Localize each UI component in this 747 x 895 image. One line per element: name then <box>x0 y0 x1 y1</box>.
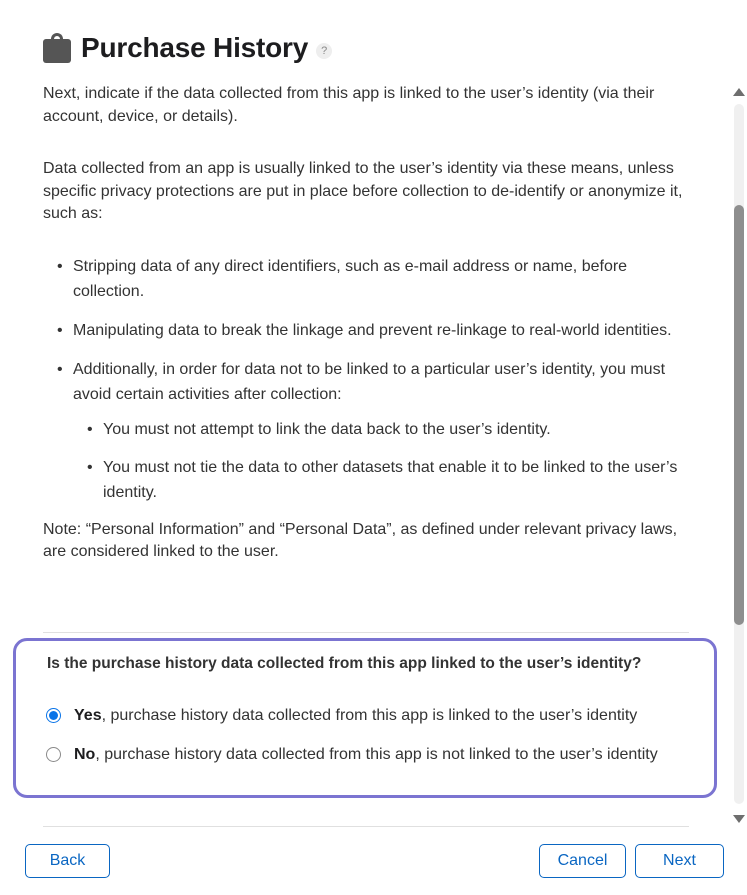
shopping-bag-icon <box>43 33 71 63</box>
note-paragraph: Note: “Personal Information” and “Personal Data”, as defined under relevant privacy laws, are considered linked to the user. <box>43 520 678 560</box>
yes-radio[interactable] <box>46 708 61 723</box>
list-item: • Stripping data of any direct identifiers, such as e-mail address or name, before collection. <box>57 254 693 304</box>
list-item-text: Additionally, in order for data not to be linked to a particular user’s identity, you must avoid certain activities after collection: <box>73 360 666 403</box>
option-yes-label <box>74 705 694 727</box>
sub-list <box>87 417 693 505</box>
list-item <box>57 357 693 505</box>
page-title: Purchase History <box>81 32 309 63</box>
help-icon[interactable]: ? <box>316 43 332 59</box>
means-paragraph: Data collected from an app is usually linked to the user’s identity via these means, unless specific privacy protections are put in place before collection to de-identify or anonymize it, such as: <box>43 160 683 222</box>
sub-list-item: • You must not tie the data to other datasets that enable it to be linked to the user’s identity. <box>87 455 693 505</box>
protection-list <box>57 254 693 505</box>
sub-list-item: • You must not attempt to link the data back to the user’s identity. <box>87 417 693 442</box>
scroll-thumb[interactable] <box>734 205 744 625</box>
scrollbar[interactable] <box>731 88 745 823</box>
list-item: • Manipulating data to break the linkage and prevent re-linkage to real-world identities. <box>57 318 693 343</box>
scroll-down-arrow-icon[interactable] <box>733 815 745 823</box>
cancel-button[interactable]: Cancel <box>539 844 626 878</box>
question-label: Is the purchase history data collected from this app linked to the user’s identity? <box>47 655 642 672</box>
option-no[interactable] <box>46 744 694 766</box>
linked-question-group <box>13 638 717 798</box>
divider <box>43 632 689 633</box>
scroll-up-arrow-icon[interactable] <box>733 88 745 96</box>
footer-divider <box>43 826 689 827</box>
option-yes[interactable] <box>46 705 694 727</box>
next-button[interactable]: Next <box>635 844 724 878</box>
intro-paragraph: Next, indicate if the data collected from this app is linked to the user’s identity (via their account, device, or details). <box>43 85 655 125</box>
option-no-bold: No <box>74 746 96 763</box>
no-radio[interactable] <box>46 747 61 762</box>
option-yes-rest: , purchase history data collected from this app is linked to the user’s identity <box>101 707 638 724</box>
option-no-label <box>74 744 694 766</box>
option-yes-bold: Yes <box>74 707 102 724</box>
dialog-header <box>43 32 332 64</box>
option-no-rest: , purchase history data collected from this app is not linked to the user’s identity <box>95 746 658 763</box>
back-button[interactable]: Back <box>25 844 110 878</box>
